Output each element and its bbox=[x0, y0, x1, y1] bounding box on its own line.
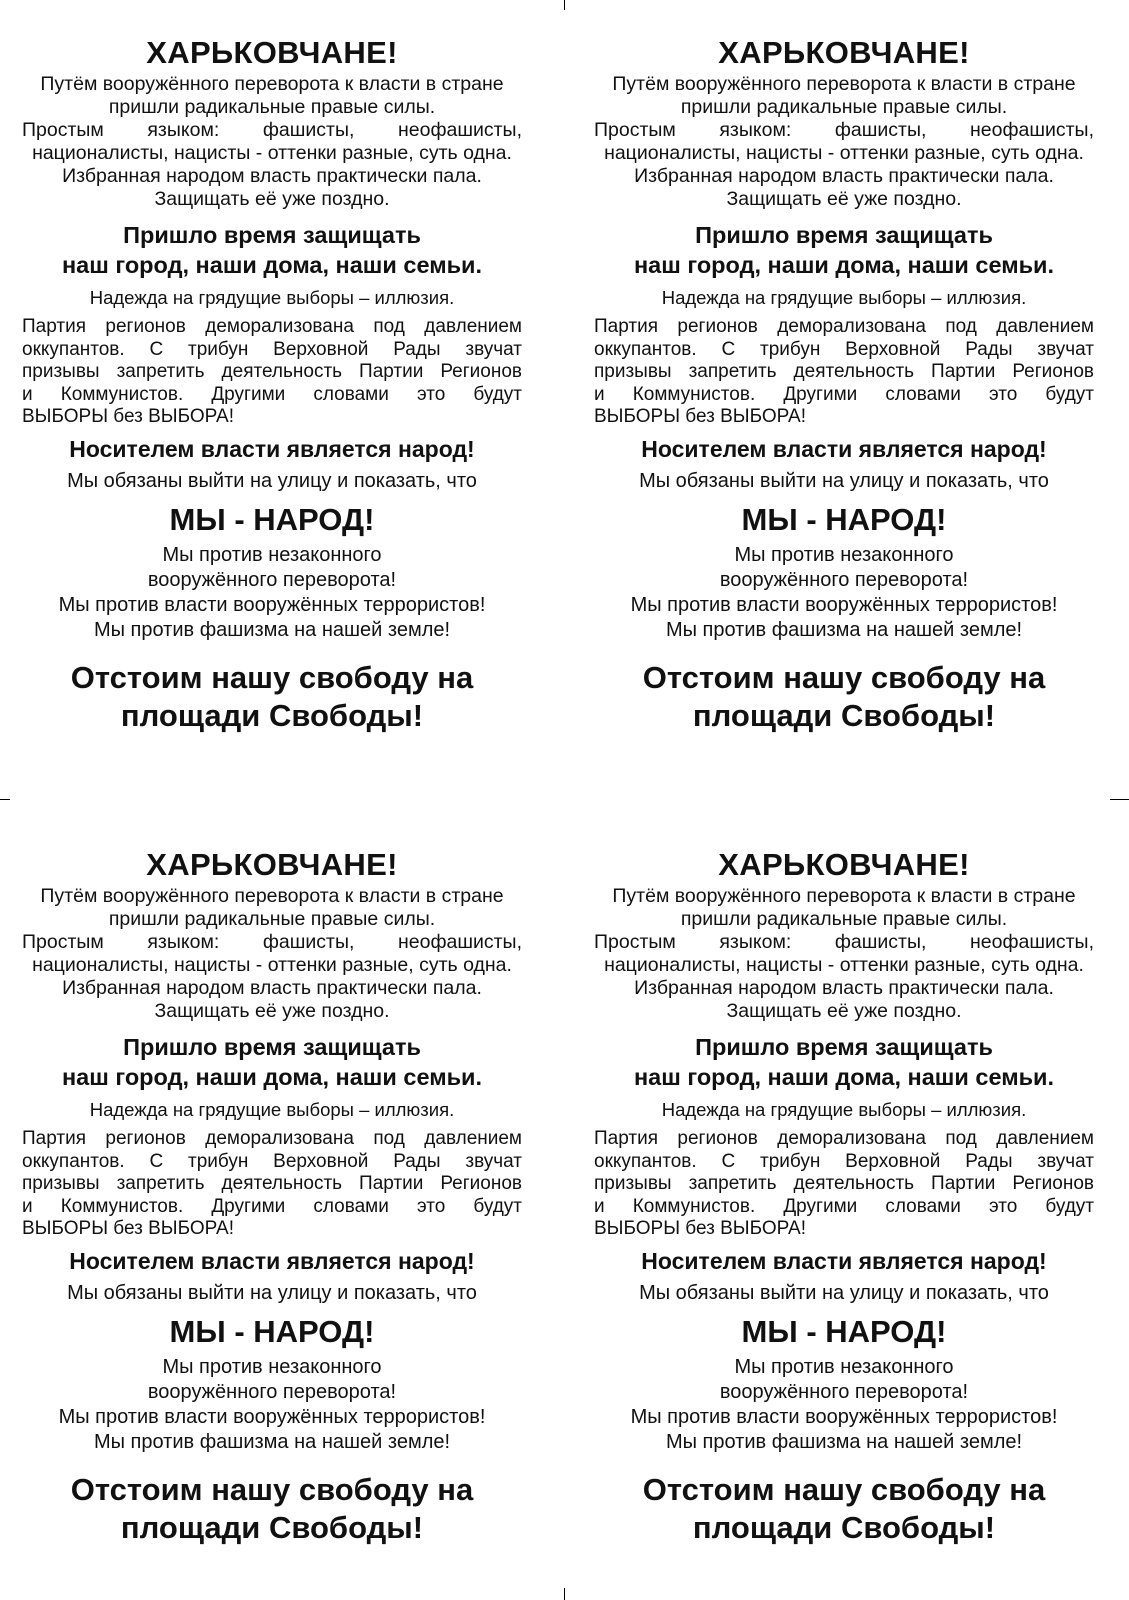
subheading bbox=[594, 220, 1094, 280]
intro-paragraph bbox=[594, 73, 1094, 211]
intro-paragraph bbox=[22, 73, 522, 211]
intro-line: пришли радикальные правые силы. bbox=[680, 96, 1008, 118]
intro-paragraph bbox=[22, 885, 522, 1023]
subheading bbox=[22, 1032, 522, 1092]
subheading-line: наш город, наши дома, наши семьи. bbox=[633, 252, 1055, 278]
final-slogan-line: Отстоим нашу свободу на bbox=[642, 1471, 1046, 1507]
intro-line: Защищать её уже поздно. bbox=[726, 188, 962, 210]
intro-line: пришли радикальные правые силы. bbox=[108, 96, 436, 118]
against-line: Мы против фашизма на нашей земле! bbox=[665, 1430, 1023, 1453]
crop-mark-bottom bbox=[564, 1588, 565, 1600]
leaflet-title: ХАРЬКОВЧАНЕ! bbox=[718, 35, 970, 70]
intro-line: Простым языком: фашисты, неофашисты, bbox=[22, 931, 522, 953]
leaflet-title: ХАРЬКОВЧАНЕ! bbox=[146, 847, 398, 882]
intro-line: Путём вооружённого переворота к власти в стране bbox=[40, 73, 504, 95]
call-to-action-text: Мы обязаны выйти на улицу и показать, что bbox=[67, 1281, 477, 1304]
against-line: Мы против незаконного bbox=[734, 1355, 954, 1378]
intro-line: Избранная народом власть практически пала. bbox=[62, 977, 482, 999]
we-are-people-heading: МЫ - НАРОД! bbox=[169, 1313, 375, 1349]
leaflet-bottom-right bbox=[594, 846, 1094, 1547]
subheading-line: наш город, наши дома, наши семьи. bbox=[61, 1064, 483, 1090]
against-line: Мы против власти вооружённых террористов! bbox=[630, 1405, 1058, 1428]
intro-line: националисты, нацисты - оттенки разные, суть одна. bbox=[604, 954, 1084, 976]
against-line: Мы против власти вооружённых террористов! bbox=[58, 1405, 486, 1428]
final-slogan-line: площади Свободы! bbox=[692, 1509, 996, 1545]
against-list bbox=[22, 543, 522, 643]
against-list bbox=[22, 1355, 522, 1455]
intro-line: Путём вооружённого переворота к власти в стране bbox=[40, 885, 504, 907]
leaflet-title: ХАРЬКОВЧАНЕ! bbox=[718, 847, 970, 882]
final-slogan-line: площади Свободы! bbox=[120, 697, 424, 733]
intro-line: националисты, нацисты - оттенки разные, суть одна. bbox=[604, 142, 1084, 164]
party-line: и Коммунистов. Другими словами это будут bbox=[594, 1195, 1094, 1217]
leaflet-top-left bbox=[22, 34, 522, 735]
party-paragraph bbox=[22, 1128, 522, 1241]
leaflet-top-right bbox=[594, 34, 1094, 735]
party-line: ВЫБОРЫ без ВЫБОРА! bbox=[22, 406, 234, 427]
party-line: и Коммунистов. Другими словами это будут bbox=[22, 1195, 522, 1217]
party-line: Партия регионов деморализована под давлением bbox=[594, 316, 1094, 337]
leaflet-title: ХАРЬКОВЧАНЕ! bbox=[146, 35, 398, 70]
final-slogan-line: Отстоим нашу свободу на bbox=[70, 659, 474, 695]
power-carrier-heading: Носителем власти является народ! bbox=[641, 1247, 1047, 1274]
elections-illusion-text: Надежда на грядущие выборы – иллюзия. bbox=[661, 287, 1027, 308]
final-slogan-line: площади Свободы! bbox=[692, 697, 996, 733]
against-line: Мы против фашизма на нашей земле! bbox=[665, 618, 1023, 641]
call-to-action-text: Мы обязаны выйти на улицу и показать, что bbox=[67, 469, 477, 492]
party-line: оккупантов. С трибун Верховной Рады звучат bbox=[22, 1150, 522, 1172]
party-line: оккупантов. С трибун Верховной Рады звучат bbox=[22, 338, 522, 360]
against-line: Мы против фашизма на нашей земле! bbox=[93, 1430, 451, 1453]
subheading bbox=[22, 220, 522, 280]
against-line: вооружённого переворота! bbox=[719, 568, 969, 591]
against-list bbox=[594, 1355, 1094, 1455]
subheading bbox=[594, 1032, 1094, 1092]
party-line: и Коммунистов. Другими словами это будут bbox=[22, 383, 522, 405]
intro-line: Избранная народом власть практически пала. bbox=[634, 165, 1054, 187]
intro-line: Защищать её уже поздно. bbox=[154, 188, 390, 210]
party-line: ВЫБОРЫ без ВЫБОРА! bbox=[594, 1218, 806, 1239]
we-are-people-heading: МЫ - НАРОД! bbox=[741, 1313, 947, 1349]
elections-illusion-text: Надежда на грядущие выборы – иллюзия. bbox=[89, 1099, 455, 1120]
crop-mark-right bbox=[1110, 799, 1129, 800]
against-line: Мы против власти вооружённых террористов! bbox=[630, 593, 1058, 616]
final-slogan bbox=[594, 1471, 1094, 1547]
party-line: Партия регионов деморализована под давлением bbox=[22, 1128, 522, 1149]
party-line: Партия регионов деморализована под давлением bbox=[22, 316, 522, 337]
intro-line: Избранная народом власть практически пала. bbox=[634, 977, 1054, 999]
final-slogan bbox=[22, 1471, 522, 1547]
subheading-line: наш город, наши дома, наши семьи. bbox=[633, 1064, 1055, 1090]
against-line: вооружённого переворота! bbox=[147, 1380, 397, 1403]
crop-mark-top bbox=[564, 0, 565, 10]
intro-line: Простым языком: фашисты, неофашисты, bbox=[22, 119, 522, 141]
subheading-line: Пришло время защищать bbox=[123, 222, 421, 248]
intro-line: Защищать её уже поздно. bbox=[726, 1000, 962, 1022]
intro-paragraph bbox=[594, 885, 1094, 1023]
final-slogan bbox=[594, 659, 1094, 735]
party-paragraph bbox=[22, 316, 522, 429]
intro-line: националисты, нацисты - оттенки разные, суть одна. bbox=[32, 142, 512, 164]
intro-line: пришли радикальные правые силы. bbox=[108, 908, 436, 930]
party-line: Партия регионов деморализована под давлением bbox=[594, 1128, 1094, 1149]
against-line: Мы против незаконного bbox=[162, 543, 382, 566]
intro-line: Простым языком: фашисты, неофашисты, bbox=[594, 931, 1094, 953]
party-paragraph bbox=[594, 316, 1094, 429]
intro-line: Защищать её уже поздно. bbox=[154, 1000, 390, 1022]
power-carrier-heading: Носителем власти является народ! bbox=[69, 1247, 475, 1274]
intro-line: Избранная народом власть практически пала. bbox=[62, 165, 482, 187]
subheading-line: наш город, наши дома, наши семьи. bbox=[61, 252, 483, 278]
crop-mark-left bbox=[0, 799, 10, 800]
final-slogan-line: площади Свободы! bbox=[120, 1509, 424, 1545]
against-line: Мы против фашизма на нашей земле! bbox=[93, 618, 451, 641]
intro-line: националисты, нацисты - оттенки разные, суть одна. bbox=[32, 954, 512, 976]
party-line: ВЫБОРЫ без ВЫБОРА! bbox=[22, 1218, 234, 1239]
elections-illusion-text: Надежда на грядущие выборы – иллюзия. bbox=[89, 287, 455, 308]
final-slogan-line: Отстоим нашу свободу на bbox=[642, 659, 1046, 695]
party-line: призывы запретить деятельность Партии Регионов bbox=[22, 361, 522, 382]
we-are-people-heading: МЫ - НАРОД! bbox=[169, 501, 375, 537]
party-line: оккупантов. С трибун Верховной Рады звучат bbox=[594, 1150, 1094, 1172]
final-slogan-line: Отстоим нашу свободу на bbox=[70, 1471, 474, 1507]
leaflet-bottom-left bbox=[22, 846, 522, 1547]
against-line: Мы против власти вооружённых террористов! bbox=[58, 593, 486, 616]
against-line: Мы против незаконного bbox=[734, 543, 954, 566]
against-line: Мы против незаконного bbox=[162, 1355, 382, 1378]
call-to-action-text: Мы обязаны выйти на улицу и показать, что bbox=[639, 1281, 1049, 1304]
power-carrier-heading: Носителем власти является народ! bbox=[69, 435, 475, 462]
party-line: призывы запретить деятельность Партии Регионов bbox=[22, 1173, 522, 1194]
party-line: призывы запретить деятельность Партии Регионов bbox=[594, 1173, 1094, 1194]
subheading-line: Пришло время защищать bbox=[695, 1034, 993, 1060]
party-line: ВЫБОРЫ без ВЫБОРА! bbox=[594, 406, 806, 427]
party-paragraph bbox=[594, 1128, 1094, 1241]
final-slogan bbox=[22, 659, 522, 735]
intro-line: Простым языком: фашисты, неофашисты, bbox=[594, 119, 1094, 141]
against-line: вооружённого переворота! bbox=[719, 1380, 969, 1403]
intro-line: пришли радикальные правые силы. bbox=[680, 908, 1008, 930]
call-to-action-text: Мы обязаны выйти на улицу и показать, что bbox=[639, 469, 1049, 492]
we-are-people-heading: МЫ - НАРОД! bbox=[741, 501, 947, 537]
party-line: и Коммунистов. Другими словами это будут bbox=[594, 383, 1094, 405]
subheading-line: Пришло время защищать bbox=[695, 222, 993, 248]
against-list bbox=[594, 543, 1094, 643]
elections-illusion-text: Надежда на грядущие выборы – иллюзия. bbox=[661, 1099, 1027, 1120]
subheading-line: Пришло время защищать bbox=[123, 1034, 421, 1060]
party-line: оккупантов. С трибун Верховной Рады звучат bbox=[594, 338, 1094, 360]
party-line: призывы запретить деятельность Партии Регионов bbox=[594, 361, 1094, 382]
intro-line: Путём вооружённого переворота к власти в стране bbox=[612, 885, 1076, 907]
intro-line: Путём вооружённого переворота к власти в стране bbox=[612, 73, 1076, 95]
power-carrier-heading: Носителем власти является народ! bbox=[641, 435, 1047, 462]
against-line: вооружённого переворота! bbox=[147, 568, 397, 591]
